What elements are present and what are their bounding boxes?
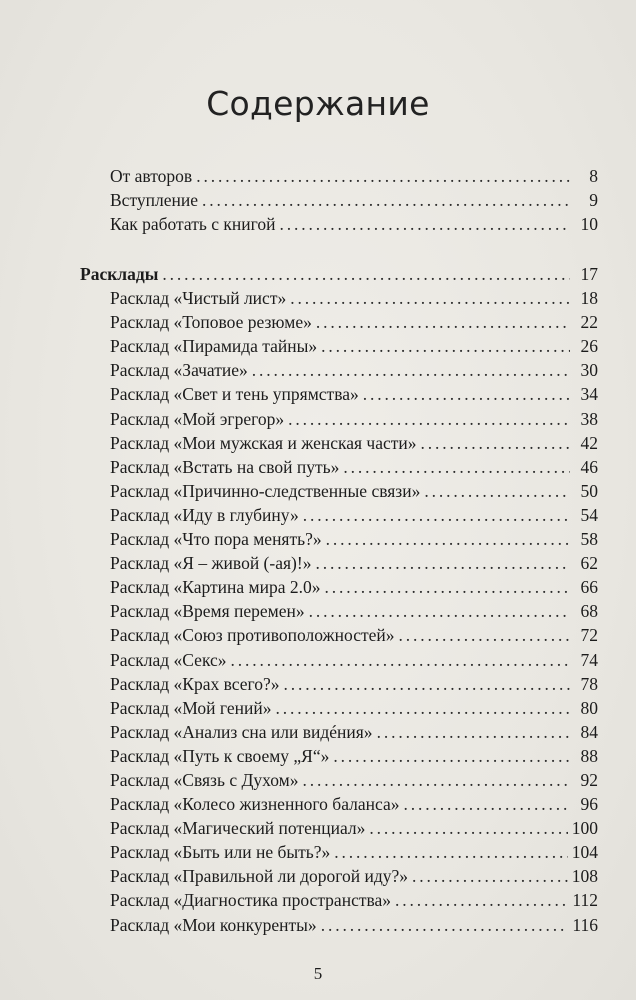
dot-leader	[315, 551, 570, 575]
toc-entry[interactable]	[110, 720, 598, 744]
toc-entry-page: 58	[580, 529, 598, 550]
dot-leader	[343, 455, 570, 479]
dot-leader	[290, 286, 570, 310]
toc-entry-page: 10	[580, 214, 598, 235]
dot-leader	[334, 840, 567, 864]
toc-entry[interactable]	[110, 672, 598, 696]
dot-leader	[252, 358, 570, 382]
toc-entry-title: Расклад «Колесо жизненного баланса»	[110, 794, 400, 815]
toc-entry[interactable]	[110, 407, 598, 431]
toc-entry-title: Расклад «Чистый лист»	[110, 288, 287, 309]
toc-entry[interactable]	[110, 358, 598, 382]
toc-entry-page: 66	[580, 577, 598, 598]
toc-main-group	[80, 262, 598, 937]
toc-entry-title: Расклад «Пирамида тайны»	[110, 336, 318, 357]
dot-leader	[302, 768, 570, 792]
toc-entry-title: Расклад «Анализ сна или видéния»	[110, 721, 373, 742]
toc-entry-page: 80	[580, 697, 598, 718]
toc-entry[interactable]	[110, 527, 598, 551]
toc-entry-title: Расклад «Картина мира 2.0»	[110, 577, 321, 598]
page-title: Содержание	[206, 84, 430, 123]
toc-entry-title: Расклад «Мои мужская и женская части»	[110, 432, 417, 453]
toc-entry-page: 18	[580, 288, 598, 309]
toc-entry-page: 38	[580, 408, 598, 429]
toc-entry[interactable]	[110, 431, 598, 455]
toc-entry[interactable]	[110, 696, 598, 720]
toc-entry-title: Расклад «Время перемен»	[110, 601, 305, 622]
toc-entry[interactable]	[110, 310, 598, 334]
dot-leader	[412, 864, 568, 888]
toc-entry-title: Расклад «Связь с Духом»	[110, 769, 299, 790]
toc-entry-page: 88	[580, 745, 598, 766]
toc-entry-title: Расклад «Причинно-следственные связи»	[110, 480, 421, 501]
dot-leader	[404, 792, 571, 816]
toc-entry-title: Расклад «Секс»	[110, 649, 227, 670]
toc-entry-title: Расклад «Быть или не быть?»	[110, 842, 331, 863]
toc-entry-page: 108	[571, 866, 598, 887]
toc-entry-page: 30	[580, 360, 598, 381]
toc-entry-page: 78	[580, 673, 598, 694]
toc-entry[interactable]	[110, 334, 598, 358]
dot-leader	[202, 188, 570, 212]
toc-entry-list	[110, 286, 598, 937]
dot-leader	[333, 744, 570, 768]
toc-entry[interactable]	[110, 286, 598, 310]
dot-leader	[275, 696, 570, 720]
dot-leader	[309, 599, 570, 623]
toc-entry-title: Расклад «Крах всего?»	[110, 673, 280, 694]
toc-entry[interactable]	[110, 648, 598, 672]
dot-leader	[421, 431, 570, 455]
toc-entry-title: Расклад «Правильной ли дорогой иду?»	[110, 866, 409, 887]
toc-entry-title: Расклад «Свет и тень упрямства»	[110, 384, 359, 405]
toc-entry[interactable]	[110, 479, 598, 503]
toc-entry-page: 42	[580, 432, 598, 453]
toc-entry[interactable]	[110, 888, 598, 912]
toc-entry[interactable]	[110, 212, 598, 236]
toc-entry-page: 34	[580, 384, 598, 405]
toc-entry-page: 100	[571, 818, 598, 839]
toc-entry[interactable]	[110, 382, 598, 406]
dot-leader	[377, 720, 570, 744]
toc-entry[interactable]	[110, 551, 598, 575]
toc-entry-page: 8	[589, 166, 598, 186]
toc-entry[interactable]	[110, 744, 598, 768]
dot-leader	[399, 623, 571, 647]
dot-leader	[162, 262, 570, 286]
dot-leader	[231, 648, 570, 672]
dot-leader	[284, 672, 570, 696]
toc-entry[interactable]	[110, 816, 598, 840]
toc-entry[interactable]	[110, 864, 598, 888]
toc-entry[interactable]	[110, 599, 598, 623]
dot-leader	[316, 310, 570, 334]
dot-leader	[303, 503, 570, 527]
toc-entry[interactable]	[110, 623, 598, 647]
toc-entry-title: Расклад «Мои конкуренты»	[110, 914, 317, 935]
toc-entry-title: Расклад «Топовое резюме»	[110, 312, 312, 333]
dot-leader	[363, 382, 570, 406]
page-number: 5	[313, 964, 323, 983]
toc-entry-title: Расклад «Магический потенциал»	[110, 818, 366, 839]
toc-entry-page: 50	[580, 480, 598, 501]
toc-entry[interactable]	[110, 840, 598, 864]
toc-entry-page: 26	[580, 336, 598, 357]
toc-entry-page: 22	[580, 312, 598, 333]
toc-intro-group	[110, 164, 598, 236]
toc-entry-title: Расклад «Союз противоположностей»	[110, 625, 395, 646]
toc-entry[interactable]	[110, 164, 598, 188]
toc-entry-page: 84	[580, 721, 598, 742]
toc-entry-title: Расклад «Мой эгрегор»	[110, 408, 285, 429]
toc-entry[interactable]	[110, 575, 598, 599]
toc-entry-title: Расклад «Зачатие»	[110, 360, 248, 381]
toc-entry[interactable]	[110, 503, 598, 527]
toc-entry[interactable]	[110, 792, 598, 816]
dot-leader	[424, 479, 570, 503]
toc-entry-page: 96	[580, 794, 598, 815]
toc-section-title: Расклады	[80, 264, 159, 284]
dot-leader	[321, 334, 570, 358]
toc-entry-page: 9	[589, 190, 598, 211]
toc-entry-page: 46	[580, 456, 598, 477]
toc-entry-title: Расклад «Мой гений»	[110, 697, 272, 718]
dot-leader	[279, 212, 570, 236]
toc-entry-title: Расклад «Иду в глубину»	[110, 504, 299, 525]
toc-section-heading[interactable]	[80, 262, 598, 286]
toc-entry-title: Как работать с книгой	[110, 214, 276, 235]
toc-entry-title: Расклад «Что пора менять?»	[110, 529, 322, 550]
toc-entry-title: От авторов	[110, 166, 193, 186]
toc-entry-page: 104	[571, 842, 598, 863]
toc-entry-page: 54	[580, 504, 598, 525]
toc-entry-title: Расклад «Я – живой (-ая)!»	[110, 553, 312, 574]
toc-entry-title: Расклад «Путь к своему „Я“»	[110, 745, 330, 766]
toc-entry-title: Расклад «Встать на свой путь»	[110, 456, 340, 477]
dot-leader	[196, 164, 570, 188]
dot-leader	[395, 888, 568, 912]
dot-leader	[288, 407, 570, 431]
toc-entry-page: 112	[572, 890, 598, 911]
dot-leader	[369, 816, 567, 840]
toc-entry[interactable]	[110, 455, 598, 479]
toc-entry-page: 62	[580, 553, 598, 574]
toc-entry-page: 68	[580, 601, 598, 622]
dot-leader	[321, 913, 569, 937]
toc-entry-page: 74	[580, 649, 598, 670]
toc-entry-title: Расклад «Диагностика пространства»	[110, 890, 392, 911]
toc-entry[interactable]	[110, 768, 598, 792]
toc-entry[interactable]	[110, 913, 598, 937]
toc-section-page: 17	[580, 264, 598, 284]
dot-leader	[326, 527, 570, 551]
toc-entry-page: 92	[580, 769, 598, 790]
dot-leader	[325, 575, 570, 599]
toc-entry-title: Вступление	[110, 190, 198, 211]
toc-entry[interactable]	[110, 188, 598, 212]
toc-entry-page: 72	[580, 625, 598, 646]
toc-entry-page: 116	[572, 914, 598, 935]
